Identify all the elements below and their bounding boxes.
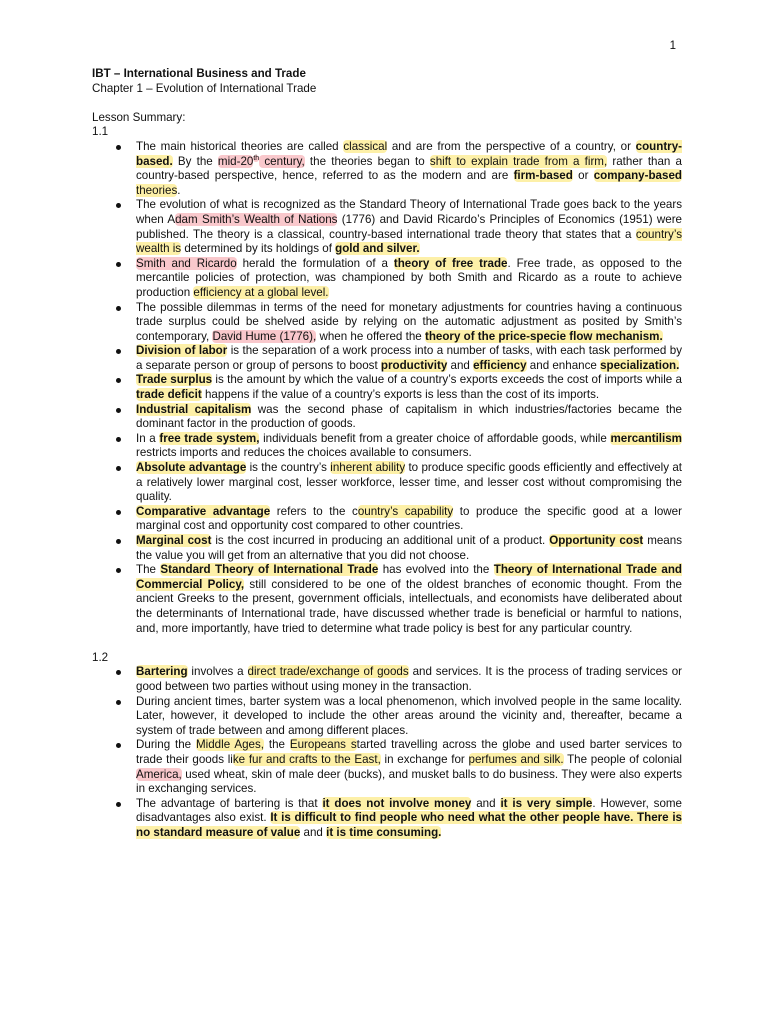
text-run: is the country’s [246,461,331,475]
text-run: involves a [187,665,248,679]
highlighted-text: David Hume (1776), [212,329,317,343]
bullet-item [92,797,682,841]
text-run: . [177,183,181,197]
highlighted-text: Smith and Ricardo [136,256,237,270]
bullet-item [92,563,682,636]
text-run: and are from the perspective of a country, or [387,139,636,153]
bullet-item [92,738,682,796]
bullet-list [92,665,682,840]
text-run: . However, some disadvantages also exist. [136,796,682,825]
highlighted-text: mid-20 [217,154,254,168]
bullet-item [92,257,682,301]
highlighted-text: theory of the price-specie flow mechanism. [424,329,663,343]
text-run: The people of colonial [563,752,682,766]
text-run: to produce the specific good at a lower marginal cost and opportunity cost compared to other countries. [136,504,682,533]
text-run: determined by its holdings of [181,242,336,256]
text-run: The possible dilemmas in terms of the need for monetary adjustments for countries having a continuous trade surplus could be shelved aside by relying on the automatic adjustment as posited by Smith’s contemporary, [136,300,682,343]
bullet-list [92,140,682,636]
bullet-item [92,373,682,402]
text-run: The evolution of what is recognized as the Standard Theory of International Trade goes back to the years when A [136,198,682,226]
text-run: refers to the c [270,504,358,518]
highlighted-text: America, [136,767,182,781]
text-run: (1776) and David Ricardo’s Principles of Economics (1951) were published. The theory is a classical, country-based international trade theory that states that a [136,212,682,241]
highlighted-text: specialization. [600,358,680,372]
text-run: was the second phase of capitalism in which industries/factories became the dominant factor in the production of goods. [136,402,682,431]
bullet-item [92,403,682,432]
section-1-1 [92,125,682,636]
highlighted-text: efficiency [473,358,527,372]
text-run: is the cost incurred in producing an additional unit of a product. [211,534,550,547]
text-run: and services. It is the process of trading services or good between two parties without using money in the transaction. [136,665,682,693]
highlighted-text: it does not involve money [322,796,472,810]
highlighted-text: Marginal cost [136,534,212,547]
highlighted-text: perfumes and silk. [468,752,564,766]
highlighted-text: Theory of International Trade and Commercial Policy, [136,563,683,591]
page-number: 1 [669,40,676,52]
highlighted-text: productivity [380,358,448,372]
bullet-item [92,505,682,534]
text-run: the [264,738,290,752]
highlighted-text: shift to explain trade from a firm, [429,154,608,168]
bullet-item [92,301,682,345]
highlighted-text: inherent ability [330,461,406,475]
text-run: to produce specific goods efficiently and effectively at a relatively lower marginal cost, lesser workforce, lesser time, and lesser cost without compromising the quality. [136,461,682,504]
text-run: . Free trade, as opposed to the mercantile policies of protection, was championed by both Smith and Ricardo as a route to achieve production [136,256,683,299]
bullet-item [92,140,682,198]
text-run: and enhance [526,358,601,372]
highlighted-text: it is time consuming. [326,825,442,839]
text-run: in exchange for [380,752,469,766]
lesson-summary-label: Lesson Summary: [92,110,186,124]
document-body [92,67,682,840]
text-run: herald the formulation of a [236,256,394,270]
text-run: happens if the value of a country’s exports is less than the cost of its imports. [201,388,600,402]
text-run: The [136,563,161,577]
highlighted-text: Europeans s [289,738,357,752]
highlighted-text: theories [136,183,178,197]
highlighted-text: country’s wealth is [136,227,682,256]
highlighted-text: Division of labor [136,344,228,358]
highlighted-text: Opportunity cost [549,534,644,547]
section-label: 1.2 [92,650,109,664]
section-label: 1.1 [92,125,109,139]
bullet-item [92,344,682,373]
highlighted-text: firm-based [513,169,573,183]
highlighted-text: ke fur and crafts to the East, [232,752,381,766]
bullet-item [92,461,682,505]
bullet-item [92,534,682,563]
highlighted-text: company-based [593,169,682,183]
text-run: tarted travelling across the globe and used barter services to trade their goods li [136,738,682,766]
highlighted-text: country-based. [136,139,682,168]
bullet-item [92,432,682,461]
text-run: By the [172,154,218,168]
highlighted-text: mercantilism [610,431,682,445]
bullet-item [92,665,682,694]
text-run: and [471,796,501,810]
text-run: The advantage of bartering is that [136,796,323,810]
text-run: still considered to be one of the oldest branches of economic thought. From the ancient Greeks to the present, government officials, intellectuals, and economists have deliberated about the determinants of International trade, have discussed whether trade is beneficial or harmful to nations, and, more importantly, have tried to determine what trade policy is best for any particular country. [136,577,682,635]
highlighted-text: Standard Theory of International Trade [160,563,379,577]
highlighted-text: Trade surplus [136,373,213,387]
text-run: has evolved into the [378,563,494,577]
highlighted-text: Middle Ages, [196,738,265,752]
highlighted-text: ountry’s capability [357,504,454,518]
highlighted-text: trade deficit [136,388,202,402]
highlighted-text: theory of free trade [393,256,508,270]
text-run: individuals benefit from a greater choice of affordable goods, while [259,431,611,445]
text-run: the theories began to [304,154,430,168]
highlighted-text: Industrial capitalism [136,402,252,416]
highlighted-text: efficiency at a global level. [193,285,329,299]
highlighted-text: it is very simple [500,796,593,810]
text-run: During the [136,738,196,752]
text-run: used wheat, skin of male deer (bucks), and musket balls to do business. They were also experts in exchanging services. [136,767,682,796]
text-run: During ancient times, barter system was a local phenomenon, which involved people in the same locality. Later, however, it developed to include the other areas around the vicinity and, thereafter, became a system of trade between and among different places. [136,694,682,737]
text-run: and [300,825,327,839]
text-run: is the amount by which the value of a country’s exports exceeds the cost of imports while a [212,373,682,387]
highlighted-text: gold and silver. [335,242,420,256]
bullet-item [92,198,682,256]
text-run: when he offered the [316,329,425,343]
highlighted-text: th [253,154,260,162]
text-run: and [447,358,474,372]
highlighted-text: It is difficult to find people who need what the other people have. There is no standard measure of value [136,811,683,839]
text-run: rather than a country-based perspective, hence, referred to as the modern and are [136,154,682,183]
text-run: In a [136,431,160,445]
highlighted-text: free trade system, [159,431,260,445]
highlighted-text: Comparative advantage [136,504,271,518]
highlighted-text: direct trade/exchange of goods [247,665,409,679]
highlighted-text: classical [343,139,388,153]
text-run: means the value you will get from an alternative that you did not choose. [136,534,682,562]
bullet-item [92,695,682,739]
text-run: is the separation of a work process into a number of tasks, with each task performed by a separate person or group of persons to boost [136,344,683,372]
highlighted-text: Absolute advantage [136,461,247,475]
chapter-title: Chapter 1 – Evolution of International Trade [92,81,317,95]
text-run: The main historical theories are called [136,139,344,153]
document-title: IBT – International Business and Trade [92,67,306,80]
text-run: restricts imports and reduces the choices available to consumers. [136,446,472,460]
highlighted-text: dam Smith’s Wealth of Nations [175,212,338,226]
text-run: or [572,169,594,183]
highlighted-text: Bartering [136,665,188,679]
section-1-2 [92,651,682,841]
highlighted-text: century, [259,154,305,168]
